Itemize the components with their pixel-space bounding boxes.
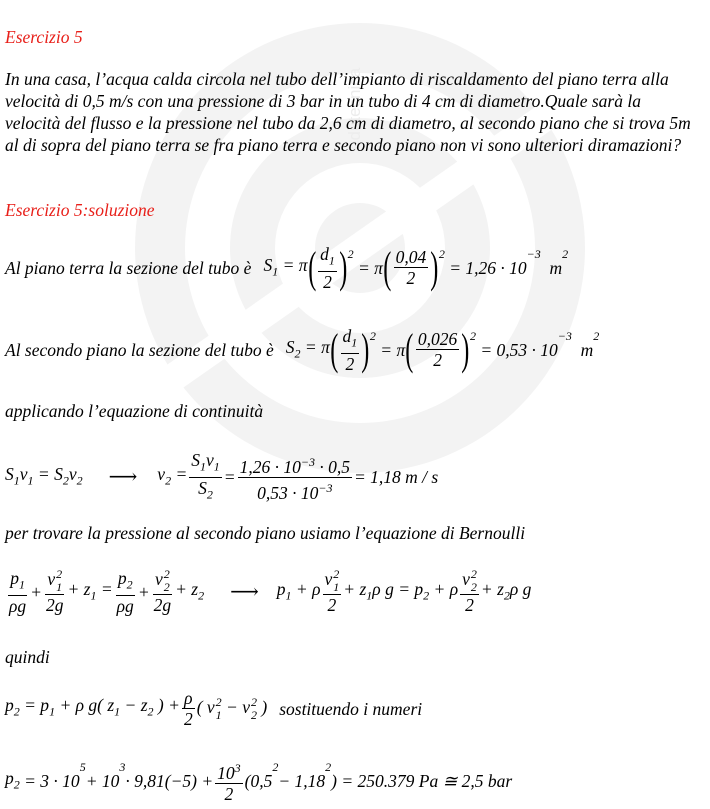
v2-result: = 1,18 m / s: [353, 467, 439, 487]
section-s1-equation: Al piano terra la sezione del tubo è $S_1 = \pi$ ( $\frac{d_1}{2}$ ) 2 = π ( $\frac{0,04}{2}$ ) 2 = 1,26 · 10 −3 m 2: [5, 242, 569, 292]
s1-result: = 1,26 · 10: [449, 257, 527, 278]
s2-unit: m: [580, 339, 594, 360]
exercise-title: Esercizio 5: [5, 27, 83, 47]
bernoulli-equation: $\frac{p_1}{\rho g}$ + v 2 1 2g + $z_1$ = $\frac{p_2}{\rho g}$ + v 2 2 2g + $z_2$ ⟶ $p_1 + \rho$ v 2 1 2 + $z_1\rho$ $g = p_2 + \rho$ v 2 2 2 + $z_2\rho$ g: [9, 567, 532, 616]
watermark-text: edutecnica: [345, 67, 364, 150]
quindi-label: quindi: [5, 647, 50, 667]
s1-unit: m: [549, 257, 563, 278]
exercise-text: In una casa, l’acqua calda circola nel tubo dell’impianto di riscaldamento del piano terra alla velocità di 0,5 m/s con una pressione di 3 bar in un tubo di 4 cm di diametro.Quale sarà la velocità del flusso e la pressione nel tubo da 2,6 cm di diametro, al secondo piano che si trova 5m al di sopra del piano terra se fra piano terra e secondo piano non vi sono ulteriori diramazioni?: [5, 69, 691, 155]
d1-value: 0,04: [395, 247, 427, 268]
continuity-equation: $S_1v_1 = S_2v_2$ ⟶ $v_2$ = $\frac{S_1v_1}{S_2}$ = $\frac{1,26 \cdot 10^{-3} \cdot 0,5}{0,53 \cdot 10^{-3}}$ = 1,18 m / s: [5, 450, 439, 503]
p2-final-equation: $p_2$ = 3 · 10 5 + 10 3 · 9,81(−5) + $\frac{10^3}{2}$ (0,5 2 − 1,18 2 ) = 250.379 Pa ≅ 2,5 bar: [5, 759, 513, 804]
p2-final-result: ) = 250.379 Pa ≅ 2,5 bar: [331, 770, 513, 791]
s2-result: = 0,53 · 10: [480, 339, 558, 360]
substituting-label: sostituendo i numeri: [279, 698, 423, 719]
bernoulli-label: per trovare la pressione al secondo piano usiamo l’equazione di Bernoulli: [5, 523, 526, 543]
d2-value: 0,026: [417, 329, 458, 350]
continuity-label: applicando l’equazione di continuità: [5, 401, 264, 421]
s2-label: Al secondo piano la sezione del tubo è: [5, 339, 274, 360]
s1-label: Al piano terra la sezione del tubo è: [5, 257, 252, 278]
p2-formula: $p_2 = p_1 + \rho$ g( $z_1 - z_2$ ) + $\frac{\rho}{2}$ ( v 2 1 − v 2 2 ) sostituendo i numeri: [5, 688, 423, 729]
section-s2-equation: Al secondo piano la sezione del tubo è $S_2 = \pi$ ( $\frac{d_1}{2}$ ) 2 = π ( $\frac{0,026}{2}$ ) 2 = 0,53 · 10 −3 m 2: [5, 324, 600, 374]
solution-title: Esercizio 5:soluzione: [5, 200, 155, 220]
